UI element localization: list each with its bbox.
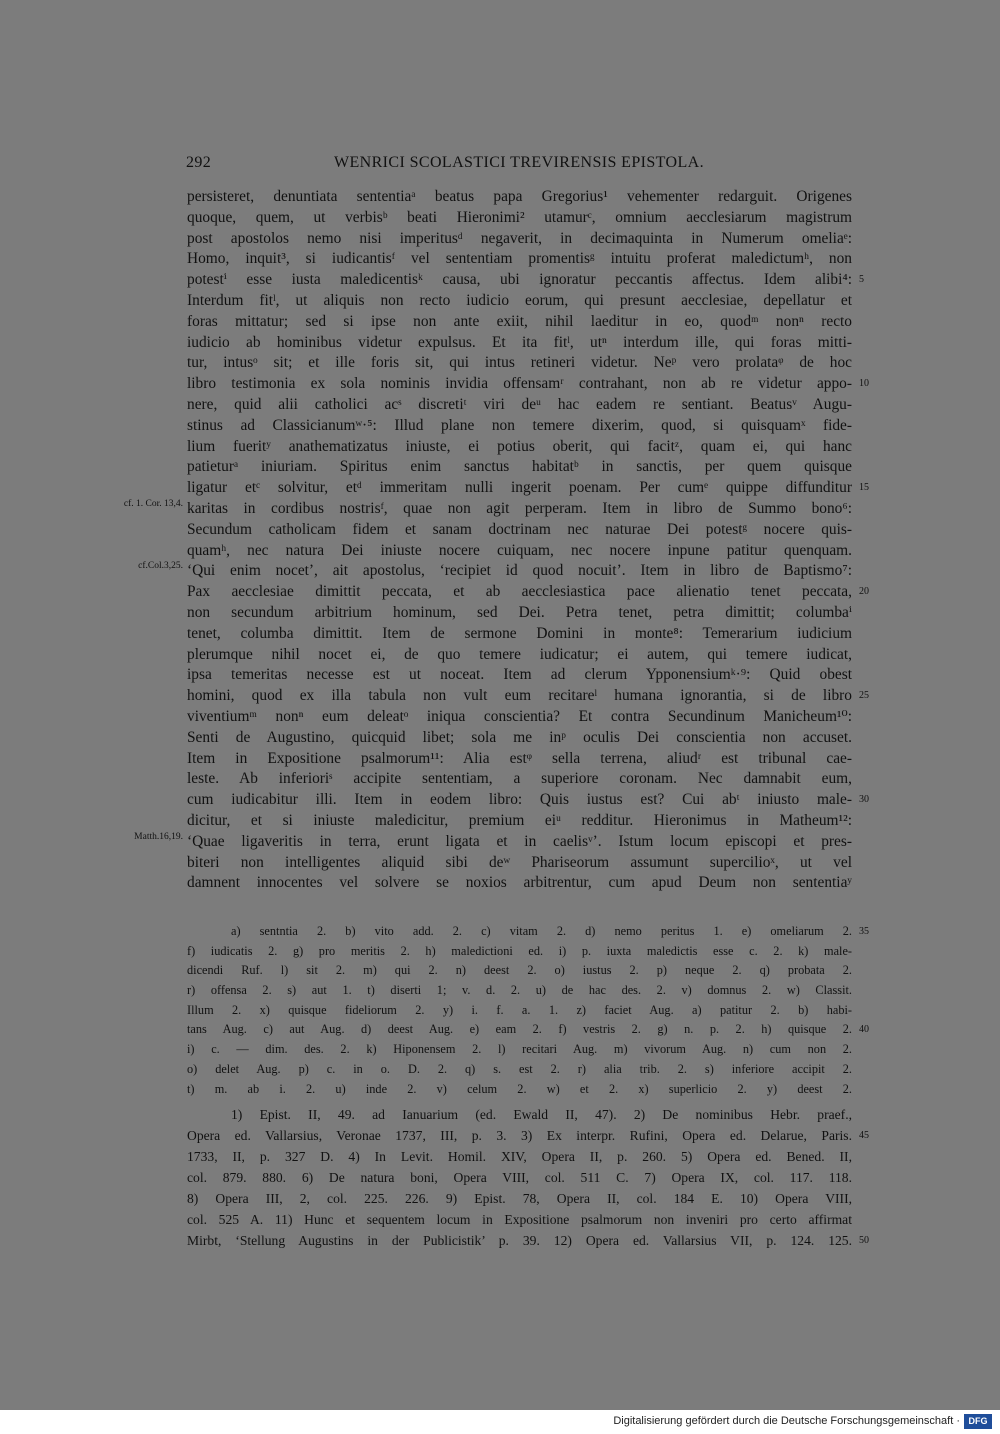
reference-line <box>187 1209 852 1230</box>
running-title: WENRICI SCOLASTICI TREVIRENSIS EPISTOLA. <box>333 154 705 171</box>
text-line-text: nere, quid alii catholici acˢ discretiᵗ viri deᵘ hac eadem re sentiant. Beatusᵛ Augu- <box>187 395 852 413</box>
text-line-text: Interdum fitˡ, ut aliquis non recto iudicio eorum, qui presunt aecclesiae, depellatur et <box>187 291 852 309</box>
apparatus-line <box>187 942 852 962</box>
text-line-text: libro testimonia ex sola nominis invidia offensamʳ contrahant, non ab re videtur appo- <box>187 375 852 393</box>
text-line <box>187 270 864 291</box>
line-number: 10 <box>859 378 869 390</box>
margin-reference: Matth.16,19. <box>134 831 183 842</box>
text-line <box>187 416 852 437</box>
text-line-text: persisteret, denuntiata sententiaᵃ beatus papa Gregorius¹ vehementer redarguit. Origenes <box>187 188 852 205</box>
apparatus-line <box>187 961 852 981</box>
line-number: 25 <box>859 690 869 702</box>
main-text <box>123 187 869 894</box>
reference-line <box>187 1230 869 1251</box>
line-number: 5 <box>859 274 864 286</box>
text-line <box>187 728 852 749</box>
reference-line <box>187 1167 852 1188</box>
text-line-text: ipsa temeritas necesse est ut noceat. Item ad clerum Ypponensiumᵏ·⁹: Quid obest <box>187 666 852 684</box>
text-line <box>187 541 852 562</box>
text-line <box>187 665 852 686</box>
apparatus-line-text: r) offensa 2. s) aut 1. t) diserti 1; v. d. 2. u) de hac des. 2. v) domnus 2. w) Classit. <box>187 983 852 998</box>
text-line <box>187 582 869 603</box>
reference-line-text: col. 879. 880. 6) De natura boni, Opera VIII, col. 511 C. 7) Opera IX, col. 117. 118. <box>187 1170 852 1185</box>
text-line-text: Secundum catholicam fidem et sanam doctrinam nec naturae Dei potestᵍ nocere quis- <box>187 520 852 538</box>
reference-line-text: Opera ed. Vallarsius, Veronae 1737, III, p. 3. 3) Ex interpr. Rufini, Opera ed. Delarue, Paris. <box>187 1128 852 1143</box>
margin-reference: cf.Col.3,25. <box>138 561 183 572</box>
text-line-text: tenet, columba dimittit. Item de sermone Domini in monte⁸: Temerarium iudicium <box>187 624 852 642</box>
apparatus-line-text: o) delet Aug. p) c. in o. D. 2. q) s. est 2. r) alia trib. 2. s) inferiore accipit 2. <box>187 1061 852 1076</box>
text-line-text: iudicio ab hominibus videtur expulsus. Et ita fitˡ, utⁿ interdum ille, qui foras mitti- <box>187 333 852 351</box>
apparatus-line <box>187 1040 852 1060</box>
text-line <box>187 707 852 728</box>
apparatus-line <box>187 1080 852 1100</box>
text-line <box>187 769 852 790</box>
line-number: 35 <box>859 926 869 937</box>
text-line <box>123 498 852 520</box>
line-number: 50 <box>859 1235 869 1246</box>
text-line-text: lium fueritʸ anathematizatus iniuste, ei potius oberit, qui facitᶻ, quam ei, qui hanc <box>187 437 852 455</box>
line-number: 15 <box>859 482 869 494</box>
text-line-text: dicitur, et si iniuste maledicitur, premium eiᵘ redditur. Hieronimus in Matheum¹²: <box>187 811 852 829</box>
reference-line-text: 8) Opera III, 2, col. 225. 226. 9) Epist. 78, Opera II, col. 184 E. 10) Opera VIII, <box>187 1191 852 1206</box>
critical-apparatus <box>187 922 869 1099</box>
text-line-text: plerumque nihil nocet ei, de quo temere iudicatur; ei autem, qui temere iudicat, <box>187 645 852 663</box>
reference-line <box>187 1146 852 1167</box>
apparatus-line <box>187 981 852 1001</box>
text-line <box>134 831 852 853</box>
line-number: 20 <box>859 586 869 598</box>
text-line <box>187 437 852 458</box>
text-line <box>187 645 852 666</box>
text-line-text: post apostolos nemo nisi imperitusᵈ negaverit, in decimaquinta in Numerum omeliaᵉ: <box>187 229 852 247</box>
apparatus-line <box>187 1060 852 1080</box>
text-line <box>187 333 852 354</box>
apparatus-line-text: f) iudicatis 2. g) pro meritis 2. h) maledictioni ed. i) p. iuxta maledictis esse c. 2. k) male- <box>187 943 852 958</box>
text-line <box>187 249 852 270</box>
text-line-text: ‘Quae ligaveritis in terra, erunt ligata et in caelisᵛ’. Istum locum episcopi et pres- <box>187 832 852 850</box>
apparatus-line-text: dicendi Ruf. l) sit 2. m) qui 2. n) deest 2. o) iustus 2. p) neque 2. q) probata 2. <box>187 963 852 978</box>
dfg-logo: DFG <box>964 1414 992 1429</box>
text-line <box>187 187 852 208</box>
text-line <box>187 873 852 894</box>
reference-line <box>187 1104 852 1125</box>
reference-line-text: col. 525 A. 11) Hunc et sequentem locum in Expositione psalmorum non inveniri pro certo affirmat <box>187 1212 852 1227</box>
text-line-text: potestⁱ esse iusta maledicentisᵏ causa, ubi ignoratur peccantis affectus. Idem alibi⁴: <box>187 271 852 289</box>
apparatus-line-text: i) c. — dim. des. 2. k) Hiponensem 2. l) recitari Aug. m) vivorum Aug. n) cum non 2. <box>187 1042 852 1057</box>
text-line-text: tur, intusᵒ sit; et ille foris sit, qui intus retineri videtur. Neᵖ vero prolataᵠ de hoc <box>187 354 852 372</box>
apparatus-line <box>187 1001 852 1021</box>
text-line <box>187 353 852 374</box>
text-line-text: cum iudicabitur illi. Item in eodem libro: Quis iustus est? Cui abᵗ iniusto male- <box>187 791 852 809</box>
footer-bar <box>0 1410 1000 1434</box>
text-line <box>187 624 852 645</box>
source-references <box>187 1104 869 1251</box>
text-line-text: Item in Expositione psalmorum¹¹: Alia estᵠ sella terrena, aliudʳ est tribunal cae- <box>187 749 852 767</box>
text-line-text: ligatur etᶜ solvitur, etᵈ immeritam nulli ingerit poenam. Per cumᵉ quippe diffunditur <box>187 479 852 497</box>
apparatus-line-text: t) m. ab i. 2. u) inde 2. v) celum 2. w) et 2. x) superlicio 2. y) deest 2. <box>187 1081 852 1096</box>
text-line-text: foras mittatur; sed si ipse non ante exiit, nihil laeditur in eo, quodᵐ nonⁿ recto <box>187 312 852 330</box>
text-line-text: biteri non intelligentes aliquid sibi deʷ Phariseorum assumunt supercilioˣ, ut vel <box>187 853 852 871</box>
apparatus-line-text: tans Aug. c) aut Aug. d) deest Aug. e) eam 2. f) vestris 2. g) n. p. 2. h) quisque 2. <box>187 1022 852 1037</box>
line-number: 30 <box>859 794 869 806</box>
text-line <box>187 229 852 250</box>
text-line-text: leste. Ab inferioriˢ accipite sententiam, a superiore coronam. Nec damnabit eum, <box>187 770 852 788</box>
text-line-text: viventiumᵐ nonⁿ eum deleatᵒ iniqua conscientia? Et contra Secundinum Manicheum¹⁰: <box>187 707 852 725</box>
text-line <box>187 853 852 874</box>
apparatus-line-text: a) sentntia 2. b) vito add. 2. c) vitam 2. d) nemo peritus 1. e) omeliarum 2. <box>231 924 852 938</box>
reference-line-text: 1) Epist. II, 49. ad Ianuarium (ed. Ewald II, 47). 2) De nominibus Hebr. praef., <box>231 1107 852 1122</box>
reference-line <box>187 1188 852 1209</box>
text-line <box>187 312 852 333</box>
text-line <box>187 811 852 832</box>
text-line-text: quamʰ, nec natura Dei iniuste nocere cuiquam, nec nocere inpune patitur quenquam. <box>187 541 852 559</box>
reference-line-text: 1733, II, p. 327 D. 4) In Levit. Homil. XIV, Opera II, p. 260. 5) Opera ed. Bened. II, <box>187 1149 852 1164</box>
reference-line <box>187 1125 869 1146</box>
apparatus-line-text: Illum 2. x) quisque fideliorum 2. y) i. f. a. 1. z) faciet Aug. a) patitur 2. b) habi- <box>187 1002 852 1017</box>
text-line-text: damnent innocentes vel solvere se noxios arbitrentur, cum apud Deum non sententiaʸ <box>187 874 852 892</box>
apparatus-line <box>187 922 869 942</box>
text-line-text: karitas in cordibus nostrisᶠ, quae non agit perperam. Item in libro de Summo bono⁶: <box>187 499 852 517</box>
text-line-text: homini, quod ex illa tabula non vult eum recitareˡ humana ignorantia, si de libro <box>187 687 852 705</box>
text-line <box>187 291 852 312</box>
line-number: 45 <box>859 1130 869 1141</box>
text-line-text: quoque, quem, ut verbisᵇ beati Hieronimi² utamurᶜ, omnium aecclesiarum magistrum <box>187 208 852 226</box>
line-number: 40 <box>859 1024 869 1036</box>
text-line <box>187 208 852 229</box>
text-line <box>187 603 852 624</box>
text-line <box>187 457 852 478</box>
text-line-text: Homo, inquit³, si iudicantisᶠ vel sententiam promentisᵍ intuitu proferat maledictumʰ, non <box>187 250 852 268</box>
text-line-text: Pax aecclesiae dimittit peccata, et ab aecclesiastica pace alienatio tenet peccata, <box>187 583 852 601</box>
text-line <box>187 374 869 395</box>
text-line <box>187 790 869 811</box>
margin-reference: cf. 1. Cor. 13,4. <box>123 498 183 509</box>
running-header <box>186 154 852 178</box>
funding-notice: Digitalisierung gefördert durch die Deutsche Forschungsgemeinschaft · <box>613 1415 960 1427</box>
text-line-text: non secundum arbitrium hominum, sed Dei. Petra tenet, petra dimittit; columbaⁱ <box>187 603 852 621</box>
text-line <box>187 478 869 499</box>
text-line-text: stinus ad Classicianumʷ·⁵: Illud plane non temere dixerim, quod, si quisquamˣ fide- <box>187 416 852 434</box>
text-line-text: Senti de Augustino, quicquid libet; sola me inᵖ oculis Dei conscientia non accuset. <box>187 728 852 746</box>
text-line <box>187 749 852 770</box>
text-line <box>138 561 852 582</box>
reference-line-text: Mirbt, ‘Stellung Augustins in der Publicistik’ p. 39. 12) Opera ed. Vallarsius VII, p. 124. 125. <box>187 1233 852 1248</box>
text-line-text: ‘Qui enim nocet’, ait apostolus, ‘recipiet id quod nocuit’. Item in libro de Baptismo⁷: <box>187 562 852 580</box>
apparatus-line <box>187 1020 869 1040</box>
page-number: 292 <box>186 154 212 171</box>
text-line <box>187 395 852 416</box>
text-line <box>187 520 852 541</box>
text-line <box>187 686 869 707</box>
text-line-text: patieturᵃ iniuriam. Spiritus enim sanctus habitatᵇ in sanctis, per quem quisque <box>187 458 852 476</box>
